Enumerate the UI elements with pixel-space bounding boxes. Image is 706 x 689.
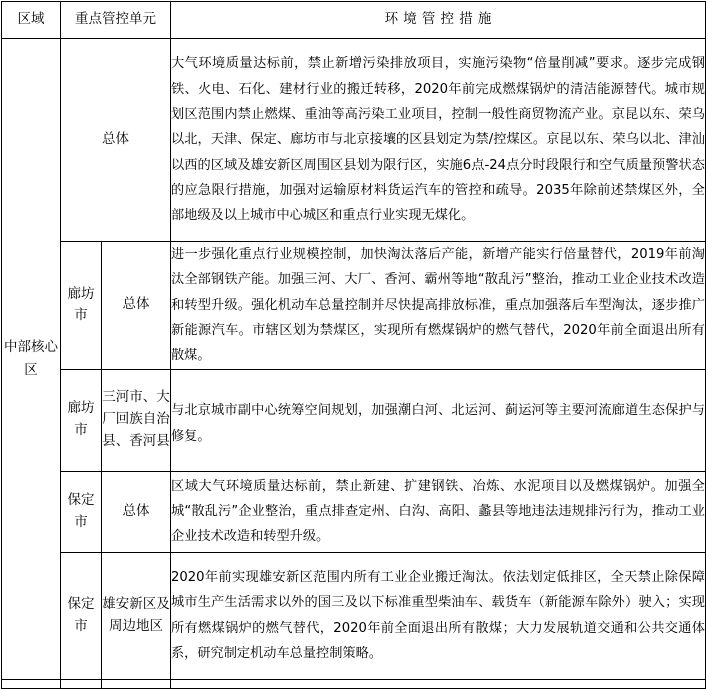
control-unit-subarea: 总体 <box>102 242 171 370</box>
header-region: 区域 <box>2 2 61 39</box>
header-measures: 环境管控措施 <box>171 2 706 39</box>
control-unit-city: 保定市 <box>61 552 102 679</box>
control-unit-subarea: 总体 <box>102 471 171 552</box>
table-row <box>2 369 706 471</box>
measures-text: 与北京城市副中心统筹空间规划，加强潮白河、北运河、蓟运河等主要河流廊道生态保护与修复。 <box>171 369 706 471</box>
region-cell-partial <box>2 679 61 688</box>
control-unit-city: 保定市 <box>61 471 102 552</box>
policy-table-page <box>0 1 706 667</box>
measures-text: 区域大气环境质量达标前，禁止新建、扩建钢铁、冶炼、水泥项目以及燃煤锅炉。加强全城“散乱污”企业整治，重点排查定州、白沟、高阳、蠡县等地违法违规排污行为，推动工业企业技术改造和转型升级。 <box>171 471 706 552</box>
measures-text: 大气环境质量达标前，禁止新增污染排放项目，实施污染物“倍量削减”要求。逐步完成钢铁、火电、石化、建材行业的搬迁转移，2020年前完成燃煤锅炉的清洁能源替代。城市规划区范围内禁止燃煤、重油等高污染工业项目，控制一般性商贸物流产业。京昆以东、荣乌以北，天津、保定、廊坊市与北京接壤的区县划定为禁/控煤区。京昆以东、荣乌以北、津汕以西的区域及雄安新区周围区县划为限行区，实施6点-24点分时段限行和空气质量预警状态的应急限行措施，加强对运输原材料货运汽车的管控和疏导。2035年除前述禁煤区外，全部地级及以上城市中心城区和重点行业实现无煤化。 <box>171 39 706 242</box>
measures-text: 进一步强化重点行业规模控制，加快淘汰落后产能，新增产能实行倍量替代，2019年前淘汰全部钢铁产能。加强三河、大厂、香河、霸州等地“散乱污”整治，推动工业企业技术改造和转型升级。强化机动车总量控制并尽快提高排放标准，重点加强落后车型淘汰，逐步推广新能源汽车。市辖区划为禁煤区，实现所有燃煤锅炉的燃气替代，2020年前全面退出所有散煤。 <box>171 242 706 370</box>
table-row <box>2 552 706 679</box>
table-row <box>2 242 706 370</box>
measures-text: 2020年前实现雄安新区范围内所有工业企业搬迁淘汰。依法划定低排区，全天禁止除保障城市生产生活需求以外的国三及以下标准重型柴油车、载货车（新能源车除外）驶入；实现所有燃煤锅炉的燃气替代，2020年前全面退出所有散煤；大力发展轨道交通和公共交通体系，研究制定机动车总量控制策略。 <box>171 552 706 679</box>
control-unit-city: 廊坊市 <box>61 369 102 471</box>
region-label-central-core: 中部核心区 <box>2 39 61 680</box>
control-unit-city: 廊坊市 <box>61 242 102 370</box>
environmental-control-table <box>1 1 706 689</box>
header-control-unit: 重点管控单元 <box>61 2 171 39</box>
measures-cell-partial <box>171 679 706 688</box>
control-unit-subarea: 雄安新区及周边地区 <box>102 552 171 679</box>
control-unit-city-partial <box>61 679 102 688</box>
table-row-partial <box>2 679 706 688</box>
table-row <box>2 471 706 552</box>
table-row <box>2 39 706 242</box>
control-unit-subarea-partial <box>102 679 171 688</box>
control-unit-overall: 总体 <box>61 39 171 242</box>
control-unit-subarea: 三河市、大厂回族自治县、香河县 <box>102 369 171 471</box>
table-header-row <box>2 2 706 39</box>
